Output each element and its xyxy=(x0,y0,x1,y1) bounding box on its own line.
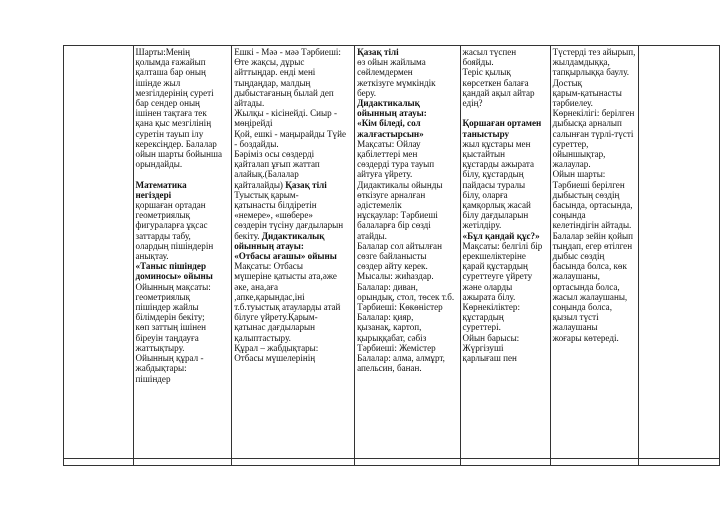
text-line: мүшеріне қатысты ата,әже xyxy=(234,271,337,282)
text-line: басында болса, көк xyxy=(552,261,627,272)
text-line: Ойын барысы: xyxy=(462,332,520,343)
text-line: құстарды ажырата xyxy=(462,159,534,170)
text-line: Балалар: диван, xyxy=(357,281,418,292)
text-line: қалыптастыру. xyxy=(234,332,291,343)
text-line: Тәрбиеші: Көкөністер xyxy=(357,302,443,313)
text-line: қызыл түсті xyxy=(552,312,599,323)
text-line: ойыншықтар, xyxy=(552,149,606,160)
text-line: келетіндігін айтады. xyxy=(552,220,632,231)
text-line: тәрбиелеу. xyxy=(552,98,593,109)
text-line: атайды. xyxy=(357,230,387,241)
text-line: суретін тауып ілу xyxy=(135,128,204,139)
text-line: заттарды табу, xyxy=(135,230,191,241)
text-line: қалташа бар оның xyxy=(135,67,206,78)
text-line: білуге үйрету.Қарым- xyxy=(234,312,318,323)
text-line: Дидактикалы ойынды xyxy=(357,179,443,190)
text-line: жыл құстары мен xyxy=(462,138,531,149)
text-line: айтуға үйрету. xyxy=(357,169,413,180)
text-line: Ойынның мақсаты: xyxy=(135,281,211,292)
text-line: т.б.туыстық атауларды атай xyxy=(234,302,341,313)
text-line: дыбысқа арналып xyxy=(552,118,622,129)
text-line: Қоршаған ортамен xyxy=(462,118,542,129)
table-cell xyxy=(355,46,460,459)
text-line: ортасында болса, xyxy=(552,281,620,292)
text-line: салынған түрлі-түсті xyxy=(552,128,634,139)
text-line: білу дағдыларын xyxy=(462,210,529,221)
text-line: мөңірейді xyxy=(234,118,273,129)
text-line: Түстерді тез айырып, xyxy=(552,47,636,57)
text-line: бояйды. xyxy=(462,57,494,68)
text-line: қайталап ұғып жаттап xyxy=(234,159,320,170)
text-line: білу, оларға xyxy=(462,189,508,200)
text-line: қандай ақыл айтар xyxy=(462,87,535,98)
text-line: Теріс қылық xyxy=(462,67,511,78)
table-cell xyxy=(638,46,719,459)
text-line: Отбасы мүшелерінің xyxy=(234,353,316,364)
text-line: Шарты:Менің xyxy=(135,47,191,57)
text-line: Мысалы: жиһаздар. xyxy=(357,271,434,282)
text-line: ішінде жыл xyxy=(135,77,181,88)
text-line: жетілдіру. xyxy=(462,220,502,231)
text-line: ішінен тақтаға тек xyxy=(135,108,207,119)
text-line: сөзге байланысты xyxy=(357,251,427,262)
text-line: беру. xyxy=(357,87,377,98)
text-line: ойынның атауы: xyxy=(234,240,304,251)
table-cell xyxy=(550,459,638,466)
text-line: ойынның атауы: xyxy=(357,108,427,119)
text-line: соңында xyxy=(552,210,586,221)
text-line: бар сендер оның xyxy=(135,98,200,109)
text-line: Математика xyxy=(135,179,187,190)
text-line: Мақсаты: Отбасы xyxy=(234,261,303,272)
text-line: геометриялық xyxy=(135,291,191,302)
text-line: нұсқаулар: Тәрбиеші xyxy=(357,210,438,221)
text-line: өз ойын жайлыма xyxy=(357,57,426,68)
text-line: жалаушаны xyxy=(552,322,598,333)
table-cell xyxy=(460,459,550,466)
text-line: әдістемелік xyxy=(357,200,402,211)
text-line: «Бұл қандай құс?» xyxy=(462,230,540,241)
text-line: жасыл жалаушаны, xyxy=(552,291,628,302)
text-line: қарлығаш пен xyxy=(462,353,517,364)
text-line: білімдерін бекіту; xyxy=(135,312,205,323)
table-cell xyxy=(133,46,232,459)
text-line: қызанақ, картоп, xyxy=(357,322,422,333)
text-line: Қазақ тілі xyxy=(357,47,399,57)
text-line: Жүргізуші xyxy=(462,342,504,353)
text-line: Ойынның құрал - xyxy=(135,353,204,364)
text-line: орындайды. xyxy=(135,159,183,170)
table-cell xyxy=(64,459,134,466)
text-line: тыңдаңдар, малдың xyxy=(234,77,311,88)
text-line: Туыстық қарым- xyxy=(234,189,299,200)
text-line: қайталайды) Қазақ тілі xyxy=(234,179,327,190)
table-cell xyxy=(550,46,638,459)
text-line: көп заттың ішінен xyxy=(135,322,207,333)
text-line: өткізуге арналған xyxy=(357,189,426,200)
text-line: керексіңдер. Балалар xyxy=(135,138,217,149)
text-line: жаттықтыру. xyxy=(135,342,185,353)
text-line: Көрнекілігі: берілген xyxy=(552,108,635,119)
text-line: дыбыс сөздің xyxy=(552,251,605,262)
table-cell xyxy=(232,459,355,466)
text-line: ажырата білу. xyxy=(462,291,516,302)
text-line: жылдамдыққа, xyxy=(552,57,610,68)
table-cell xyxy=(133,459,232,466)
text-line: орындық, стол, төсек т.б. xyxy=(357,291,455,302)
text-line: таныстыру xyxy=(462,128,510,139)
text-line: «Кім біледі, сол xyxy=(357,118,421,129)
text-line: Құрал – жабдықтары: xyxy=(234,342,319,353)
text-line: жабдықтары: xyxy=(135,363,187,374)
text-line: апельсин, банан. xyxy=(357,363,422,374)
subject-heading: Қазақ тілі xyxy=(285,179,327,190)
text-line: сөздерін түсіну дағдыларын xyxy=(234,220,344,231)
text-line: Қой, ешкі - маңырайды Түйе xyxy=(234,128,346,139)
text-line: басында, ортасында, xyxy=(552,200,633,211)
text-line: алайық.(Балалар xyxy=(234,169,299,180)
text-line: анықтау. xyxy=(135,251,169,262)
text-line: Тәрбиеші: Жемістер xyxy=(357,342,436,353)
text-line: жеткізуге мүмкіндік xyxy=(357,77,436,88)
text-line: біреуін таңдауға xyxy=(135,332,199,343)
text-line: суреттер, xyxy=(552,138,589,149)
text-line: едің? xyxy=(462,98,483,109)
text-line: Балалар: қияр, xyxy=(357,312,414,323)
text-line: мезгілдерінің суреті xyxy=(135,87,214,98)
text-line: құстардың xyxy=(462,312,504,323)
text-line: білу, құстардың xyxy=(462,169,524,180)
text-line: суреттеуге үйрету xyxy=(462,271,533,282)
text-line: балаларға бір сөзді xyxy=(357,220,431,231)
subject-heading: Дидактикалық xyxy=(261,230,325,241)
text-line: дыбыстағаның былай деп xyxy=(234,87,334,98)
text-line: тыңдап, егер өтілген xyxy=(552,240,633,251)
text-line: әке, ана,аға xyxy=(234,281,279,292)
text-line: геометриялық xyxy=(135,210,191,221)
table-cell xyxy=(232,46,355,459)
text-line: Мақсаты: Ойлау xyxy=(357,138,421,149)
text-line: Достық xyxy=(552,77,583,88)
text-line: пайдасы туралы xyxy=(462,179,526,190)
text-line: қолымда ғажайып xyxy=(135,57,206,68)
text-line: айттыңдар. енді мені xyxy=(234,67,316,78)
text-line: тапқырлыққа баулу. xyxy=(552,67,629,78)
table-row xyxy=(64,46,720,459)
text-line: «Таныс пішіндер xyxy=(135,261,207,272)
text-line: жалаулар. xyxy=(552,159,591,170)
text-line: Көрнекіліктер: xyxy=(462,302,520,313)
text-line: Өте жақсы, дұрыс xyxy=(234,57,305,68)
text-line: дыбыстың сөздің xyxy=(552,189,620,200)
text-line: Дидактикалық xyxy=(357,98,420,109)
text-line: пішіндер жайлы xyxy=(135,302,199,313)
text-line: қана қыс мезгілінің xyxy=(135,118,212,129)
text-line: ,апке,қарындас,іні xyxy=(234,291,305,302)
text-line: Ойын шарты: xyxy=(552,169,606,180)
text-line: доминосы» ойыны xyxy=(135,271,213,282)
text-line: фигураларға ұқсас xyxy=(135,220,208,231)
text-line: соңында болса, xyxy=(552,302,612,313)
text-line: қамқорлық жасай xyxy=(462,200,531,211)
text-line: Мақсаты: белгілі бір xyxy=(462,240,543,251)
text-line: сөздер айту керек. xyxy=(357,261,428,272)
text-line: Тәрбиеші берілген xyxy=(552,179,625,190)
text-line xyxy=(463,108,548,118)
text-line: Жылқы - кісінейді. Сиыр - xyxy=(234,108,338,119)
table-cell xyxy=(460,46,550,459)
table-cell xyxy=(355,459,460,466)
text-line: қырыққабат, сәбіз xyxy=(357,332,427,343)
lesson-plan-table xyxy=(63,45,720,466)
text-line: негіздері xyxy=(135,189,172,200)
text-line: қыстайтын xyxy=(462,149,506,160)
text-line: суреттері. xyxy=(462,322,501,333)
text-line: сөздерді тура тауып xyxy=(357,159,435,170)
text-line: жалаушаны, xyxy=(552,271,600,282)
text-line: қатынасты білдіретін xyxy=(234,200,317,211)
text-line: пішіндер xyxy=(135,373,171,384)
table-cell xyxy=(64,46,134,459)
text-line: көрсеткен балаға xyxy=(462,77,529,88)
text-line xyxy=(136,169,230,179)
text-line: бекіту. Дидактикалық xyxy=(234,230,325,241)
text-line: Балалар зейін қойып xyxy=(552,230,633,241)
text-line: - боздайды. xyxy=(234,138,279,149)
table-cell xyxy=(638,459,719,466)
text-line: Балалар сол айтылған xyxy=(357,240,442,251)
text-line: олардың пішіндерін xyxy=(135,240,214,251)
text-line: жасыл түспен xyxy=(462,47,517,57)
text-line: қарай құстардың xyxy=(462,261,528,272)
text-line: жоғары көтереді. xyxy=(552,332,619,343)
text-line: ойын шарты бойынша xyxy=(135,149,223,160)
text-line: жалғастырсын» xyxy=(357,128,424,139)
text-line: Ешкі - Мәә - мәә Тәрбиеші: xyxy=(234,47,341,57)
text-line: ерекшеліктеріне xyxy=(462,251,526,262)
text-line: Бәріміз осы сөздерді xyxy=(234,149,315,160)
text-line: «Отбасы ағашы» ойыны xyxy=(234,251,337,262)
table-row xyxy=(64,459,720,466)
text-line: сөйлемдермен xyxy=(357,67,413,78)
text-line: қарым-қатынасты xyxy=(552,87,622,98)
text-line: қатынас дағдыларын xyxy=(234,322,315,333)
text-line: Балалар: алма, алмұрт, xyxy=(357,353,445,364)
text-line: қабілеттері мен xyxy=(357,149,418,160)
text-line: айтады. xyxy=(234,98,265,109)
text-line: және оларды xyxy=(462,281,513,292)
text-line: «немере», «шөбере» xyxy=(234,210,313,221)
text-line: қоршаған ортадан xyxy=(135,200,206,211)
